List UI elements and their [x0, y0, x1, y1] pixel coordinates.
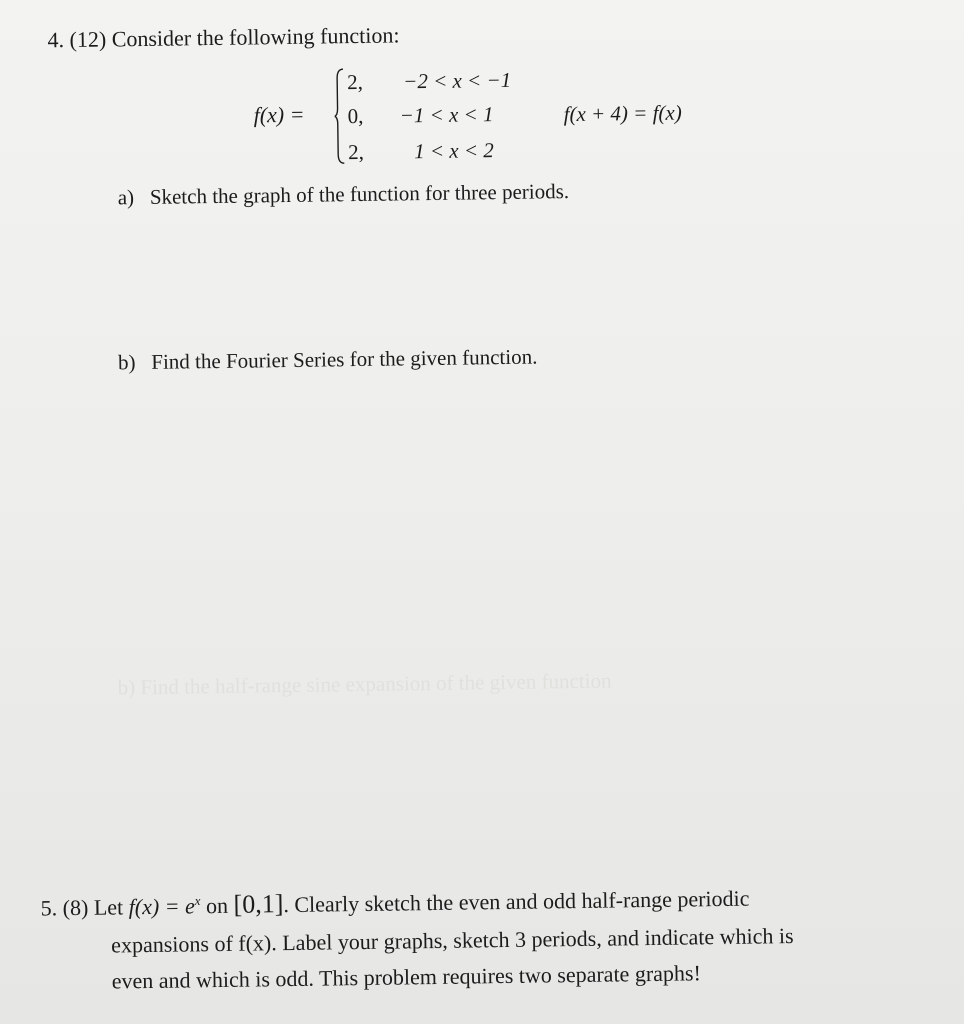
problem-5-line-2: expansions of f(x). Label your graphs, sketch 3 periods, and indicate which is [111, 923, 794, 958]
problem-on: on [205, 892, 229, 919]
part-a [118, 179, 570, 210]
case-condition: −1 < x < 1 [399, 102, 494, 128]
problem-prompt: Consider the following function: [111, 22, 400, 52]
problem-points: (8) [62, 894, 89, 921]
function-label: f(x) = [253, 101, 305, 128]
case-value: 2, [347, 139, 365, 165]
problem-5-line-1 [40, 883, 749, 923]
problem-function: f(x) = e [128, 893, 195, 920]
problem-interval: [0,1] [233, 889, 284, 919]
case-condition: 1 < x < 2 [413, 138, 494, 164]
problem-points: (12) [69, 26, 107, 53]
problem-4-heading [47, 22, 399, 53]
problem-5-line-3: even and which is odd. This problem requires two separate graphs! [111, 960, 701, 994]
case-value: 0, [347, 103, 364, 129]
function-exponent: x [194, 892, 201, 909]
bleed-through-text: b) Find the half-range sine expansion of the given function [117, 668, 612, 700]
problem-number: 5. [40, 895, 58, 921]
part-b-label: b) [117, 350, 136, 375]
periodicity-condition: f(x + 4) = f(x) [563, 100, 682, 127]
case-value: 2, [347, 69, 364, 95]
part-b-text: Find the Fourier Series for the given function. [151, 344, 538, 374]
part-a-label: a) [117, 185, 135, 210]
problem-let: Let [93, 894, 124, 920]
part-a-text: Sketch the graph of the function for three periods. [149, 179, 570, 209]
case-condition: −2 < x < −1 [403, 67, 512, 94]
problem-number: 4. [47, 27, 65, 53]
piecewise-brace [334, 68, 345, 164]
part-b [118, 345, 538, 376]
problem-5-line-1-rest: . Clearly sketch the even and odd half-range periodic [283, 885, 750, 918]
